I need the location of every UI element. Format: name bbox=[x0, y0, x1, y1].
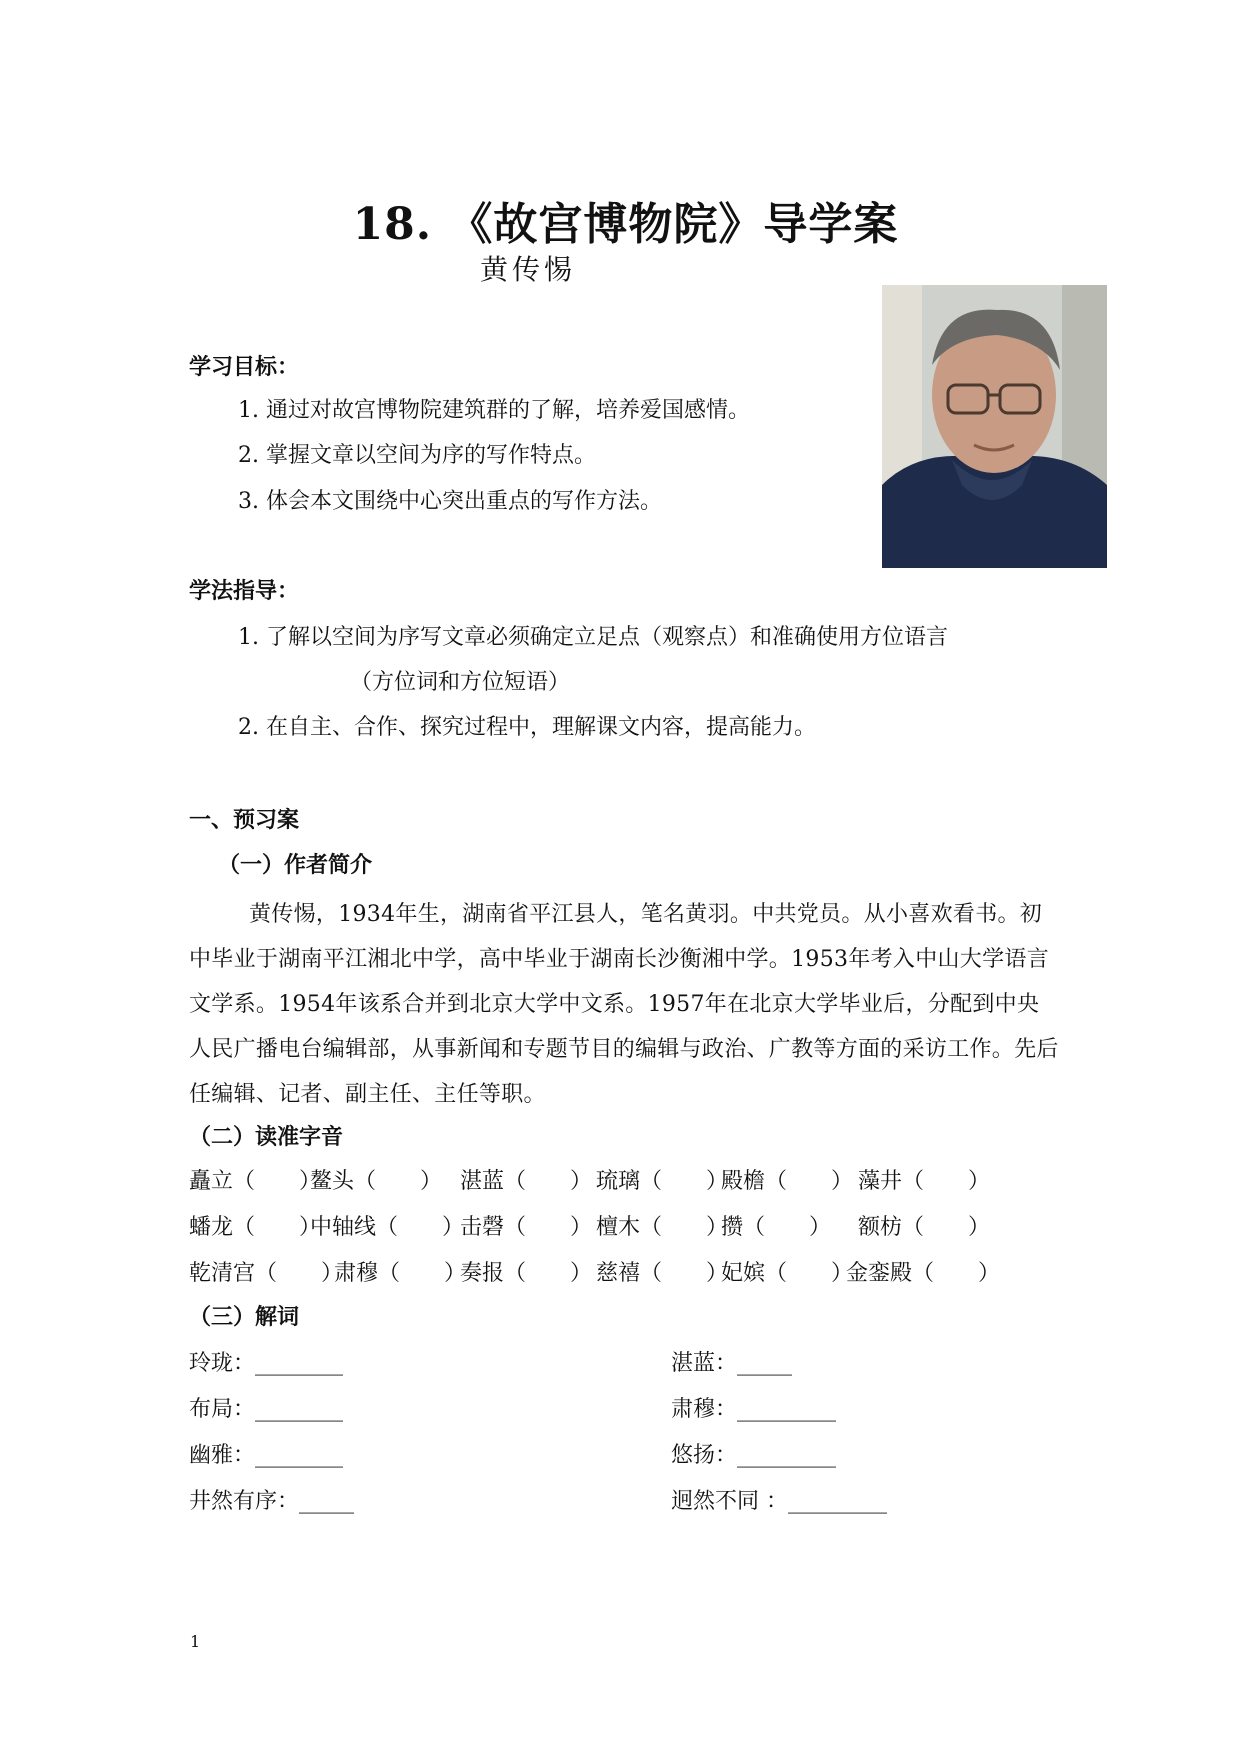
pronunciation-item[interactable]: 鳌头（ ） bbox=[310, 1169, 443, 1194]
guidance-heading: 学法指导： bbox=[189, 579, 300, 604]
pronunciation-item[interactable]: 殿檐（ ） bbox=[721, 1169, 854, 1194]
vocab-item[interactable]: 肃穆：_________ bbox=[671, 1397, 837, 1422]
guidance-item: 1. 了解以空间为序写文章必须确定立足点（观察点）和准确使用方位语言 bbox=[238, 625, 948, 650]
objectives-heading: 学习目标： bbox=[189, 355, 300, 380]
vocab-item[interactable]: 悠扬：_________ bbox=[671, 1443, 837, 1468]
page-number: 1 bbox=[190, 1632, 201, 1651]
pronunciation-item[interactable]: 湛蓝（ ） bbox=[460, 1169, 593, 1194]
pronunciation-item[interactable]: 肃穆（ ） bbox=[334, 1261, 467, 1286]
pronunciation-item[interactable]: 金銮殿（ ） bbox=[846, 1261, 1001, 1286]
guidance-item: 2. 在自主、合作、探究过程中，理解课文内容，提高能力。 bbox=[238, 715, 816, 740]
vocab-item[interactable]: 湛蓝：_____ bbox=[671, 1351, 793, 1376]
subsection-heading-pronunciation: （二）读准字音 bbox=[189, 1125, 344, 1150]
pronunciation-item[interactable]: 乾清宫（ ） bbox=[189, 1261, 344, 1286]
pronunciation-item[interactable]: 中轴线（ ） bbox=[310, 1215, 465, 1240]
vocab-item[interactable]: 迥然不同 ：_________ bbox=[671, 1489, 887, 1514]
vocab-item[interactable]: 幽雅：________ bbox=[189, 1443, 344, 1468]
vocab-item[interactable]: 布局：________ bbox=[189, 1397, 344, 1422]
pronunciation-item[interactable]: 藻井（ ） bbox=[858, 1169, 991, 1194]
pronunciation-item[interactable]: 妃嫔（ ） bbox=[721, 1261, 854, 1286]
author-name: 黄传惕 bbox=[480, 253, 577, 286]
vocab-item[interactable]: 井然有序：_____ bbox=[189, 1489, 355, 1514]
section-heading: 一、预习案 bbox=[189, 808, 300, 833]
author-portrait-image bbox=[882, 285, 1107, 568]
page-title: 18. 《故宫博物院》导学案 bbox=[352, 199, 899, 250]
subsection-heading-vocab: （三）解词 bbox=[189, 1305, 300, 1330]
pronunciation-item[interactable]: 奏报（ ） bbox=[460, 1261, 593, 1286]
pronunciation-item[interactable]: 额枋（ ） bbox=[858, 1215, 991, 1240]
author-intro-paragraph: 黄传惕，1934年生，湖南省平江县人，笔名黄羽。中共党员。从小喜欢看书。初中毕业于湖南平江湘北中学，高中毕业于湖南长沙衡湘中学。1953年考入中山大学语言文学系。1954年该系合并到北京大学中文系。1957年在北京大学毕业后，分配到中央人民广播电台编辑部，从事新闻和专题节目的编辑与政治、广教等方面的采访工作。先后任编辑、记者、副主任、主任等职。 bbox=[189, 902, 1059, 1107]
pronunciation-item[interactable]: 攒（ ） bbox=[721, 1215, 832, 1240]
objective-item: 3. 体会本文围绕中心突出重点的写作方法。 bbox=[238, 489, 662, 514]
pronunciation-item[interactable]: 慈禧（ ） bbox=[596, 1261, 729, 1286]
objective-item: 1. 通过对故宫博物院建筑群的了解，培养爱国感情。 bbox=[238, 398, 750, 423]
author-photo bbox=[882, 285, 1107, 568]
pronunciation-item[interactable]: 击磬（ ） bbox=[460, 1215, 593, 1240]
subsection-heading-author: （一）作者简介 bbox=[218, 853, 373, 878]
guidance-item-continuation: （方位词和方位短语） bbox=[350, 670, 571, 695]
pronunciation-item[interactable]: 琉璃（ ） bbox=[596, 1169, 729, 1194]
vocab-item[interactable]: 玲珑：________ bbox=[189, 1351, 344, 1376]
objective-item: 2. 掌握文章以空间为序的写作特点。 bbox=[238, 443, 596, 468]
pronunciation-item[interactable]: 蟠龙（ ） bbox=[189, 1215, 322, 1240]
pronunciation-item[interactable]: 檀木（ ） bbox=[596, 1215, 729, 1240]
pronunciation-item[interactable]: 矗立（ ） bbox=[189, 1169, 322, 1194]
